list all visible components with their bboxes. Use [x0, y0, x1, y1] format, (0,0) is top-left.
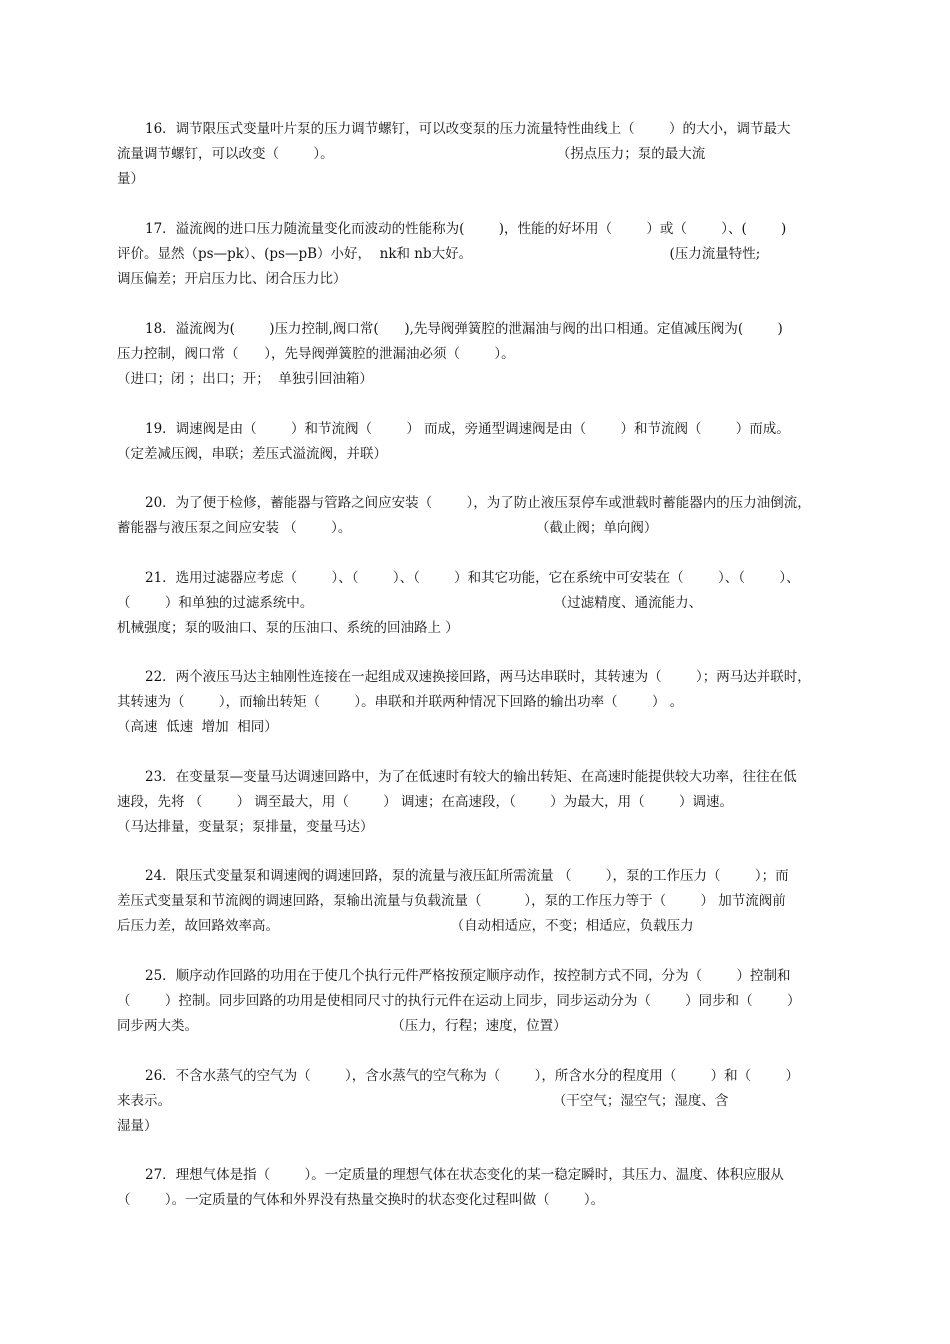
question-19 — [117, 417, 839, 467]
question-line: （ ）控制。同步回路的功用是使相同尺寸的执行元件在运动上同步，同步运动分为（ ）同步和（ ） — [117, 993, 801, 1009]
question-line: 20．为了便于检修，蓄能器与管路之间应安装（ ），为了防止液压泵停车或泄载时蓄能器内的压力油倒流， — [145, 495, 811, 511]
question-line: 流量调节螺钉，可以改变（ ）。 （拐点压力；泵的最大流 — [117, 146, 706, 162]
question-line: 同步两大类。 （压力，行程；速度，位置） — [117, 1018, 567, 1034]
question-line: 差压式变量泵和节流阀的调速回路，泵输出流量与负载流量（ ），泵的工作压力等于（ ） 加节流阀前 — [117, 893, 786, 909]
question-line: （高速 低速 增加 相同） — [117, 719, 278, 735]
question-line: 后压力差，故回路效率高。 （自动相适应，不变；相适应，负载压力 — [117, 918, 694, 934]
question-line: 23．在变量泵—变量马达调速回路中，为了在低速时有较大的输出转矩、在高速时能提供较大功率，往往在低 — [145, 769, 797, 785]
question-line: （ ）和单独的过滤系统中。 （过滤精度、通流能力、 — [117, 595, 703, 611]
question-line: 调压偏差；开启压力比、闭合压力比） — [117, 271, 347, 287]
question-line: （定差减压阀，串联；差压式溢流阀，并联） — [117, 446, 387, 462]
question-line: 22．两个液压马达主轴刚性连接在一起组成双速换接回路，两马达串联时，其转速为（ ）；两马达并联时， — [145, 669, 811, 685]
question-line: 机械强度；泵的吸油口、泵的压油口、系统的回油路上 ） — [117, 620, 459, 636]
question-27 — [117, 1163, 839, 1213]
question-line: （进口；闭 ；出口；开； 单独引回油箱） — [117, 371, 373, 387]
question-line: 24．限压式变量泵和调速阀的调速回路，泵的流量与液压缸所需流量 （ ），泵的工作压力（ ）；而 — [145, 868, 789, 884]
question-line: 18．溢流阀为( )压力控制,阀口常( ),先导阀弹簧腔的泄漏油与阀的出口相通。定值减压阀为( ) — [145, 321, 783, 337]
question-line: 速段，先将 （ ） 调至最大，用（ ） 调速；在高速段，（ ）为最大，用（ ）调速。 — [117, 794, 733, 810]
question-line: （ ）。一定质量的气体和外界没有热量交换时的状态变化过程叫做（ ）。 — [117, 1192, 605, 1208]
question-line: 16．调节限压式变量叶片泵的压力调节螺钉，可以改变泵的压力流量特性曲线上（ ）的大小，调节最大 — [145, 121, 791, 137]
question-18 — [117, 317, 839, 392]
question-line: 压力控制，阀口常（ ），先导阀弹簧腔的泄漏油必须（ ）。 — [117, 346, 515, 362]
question-20 — [117, 491, 839, 541]
question-25 — [117, 964, 839, 1039]
question-line: 26．不含水蒸气的空气为（ ），含水蒸气的空气称为（ ），所含水分的程度用（ ）和（ ） — [145, 1068, 799, 1084]
question-line: 19．调速阀是由（ ）和节流阀（ ） 而成，旁通型调速阀是由（ ）和节流阀（ ）而成。 — [145, 421, 790, 437]
question-21 — [117, 566, 839, 641]
question-line: 来表示。 （干空气；湿空气；湿度、含 — [117, 1093, 729, 1109]
question-line: 27．理想气体是指（ ）。一定质量的理想气体在状态变化的某一稳定瞬时，其压力、温度、体积应服从 — [145, 1167, 784, 1183]
question-line: 21．选用过滤器应考虑（ ）、（ ）、（ ）和其它功能，它在系统中可安装在（ ）、（ ）、 — [145, 570, 800, 586]
question-line: 17．溢流阀的进口压力随流量变化而波动的性能称为( )，性能的好坏用（ ）或（ ）、( ) — [145, 221, 787, 237]
question-23 — [117, 765, 839, 840]
question-line: 量） — [117, 171, 144, 187]
question-line: 蓄能器与液压泵之间应安装 （ ）。 （截止阀；单向阀） — [117, 520, 658, 536]
question-22 — [117, 665, 839, 740]
question-line: 评价。显然（ps—pk）、(ps—pB）小好， nk和 nb大好。 (压力流量特性; — [117, 246, 761, 262]
question-line: 湿量） — [117, 1118, 158, 1134]
question-24 — [117, 864, 839, 939]
question-26 — [117, 1064, 839, 1139]
question-17 — [117, 217, 839, 292]
question-line: （马达排量，变量泵；泵排量，变量马达） — [117, 819, 374, 835]
question-line: 其转速为（ ），而输出转矩（ ）。串联和并联两种情况下回路的输出功率（ ） 。 — [117, 694, 684, 710]
question-16 — [117, 117, 839, 192]
question-line: 25．顺序动作回路的功用在于使几个执行元件严格按预定顺序动作，按控制方式不同，分为（ ）控制和 — [145, 968, 791, 984]
